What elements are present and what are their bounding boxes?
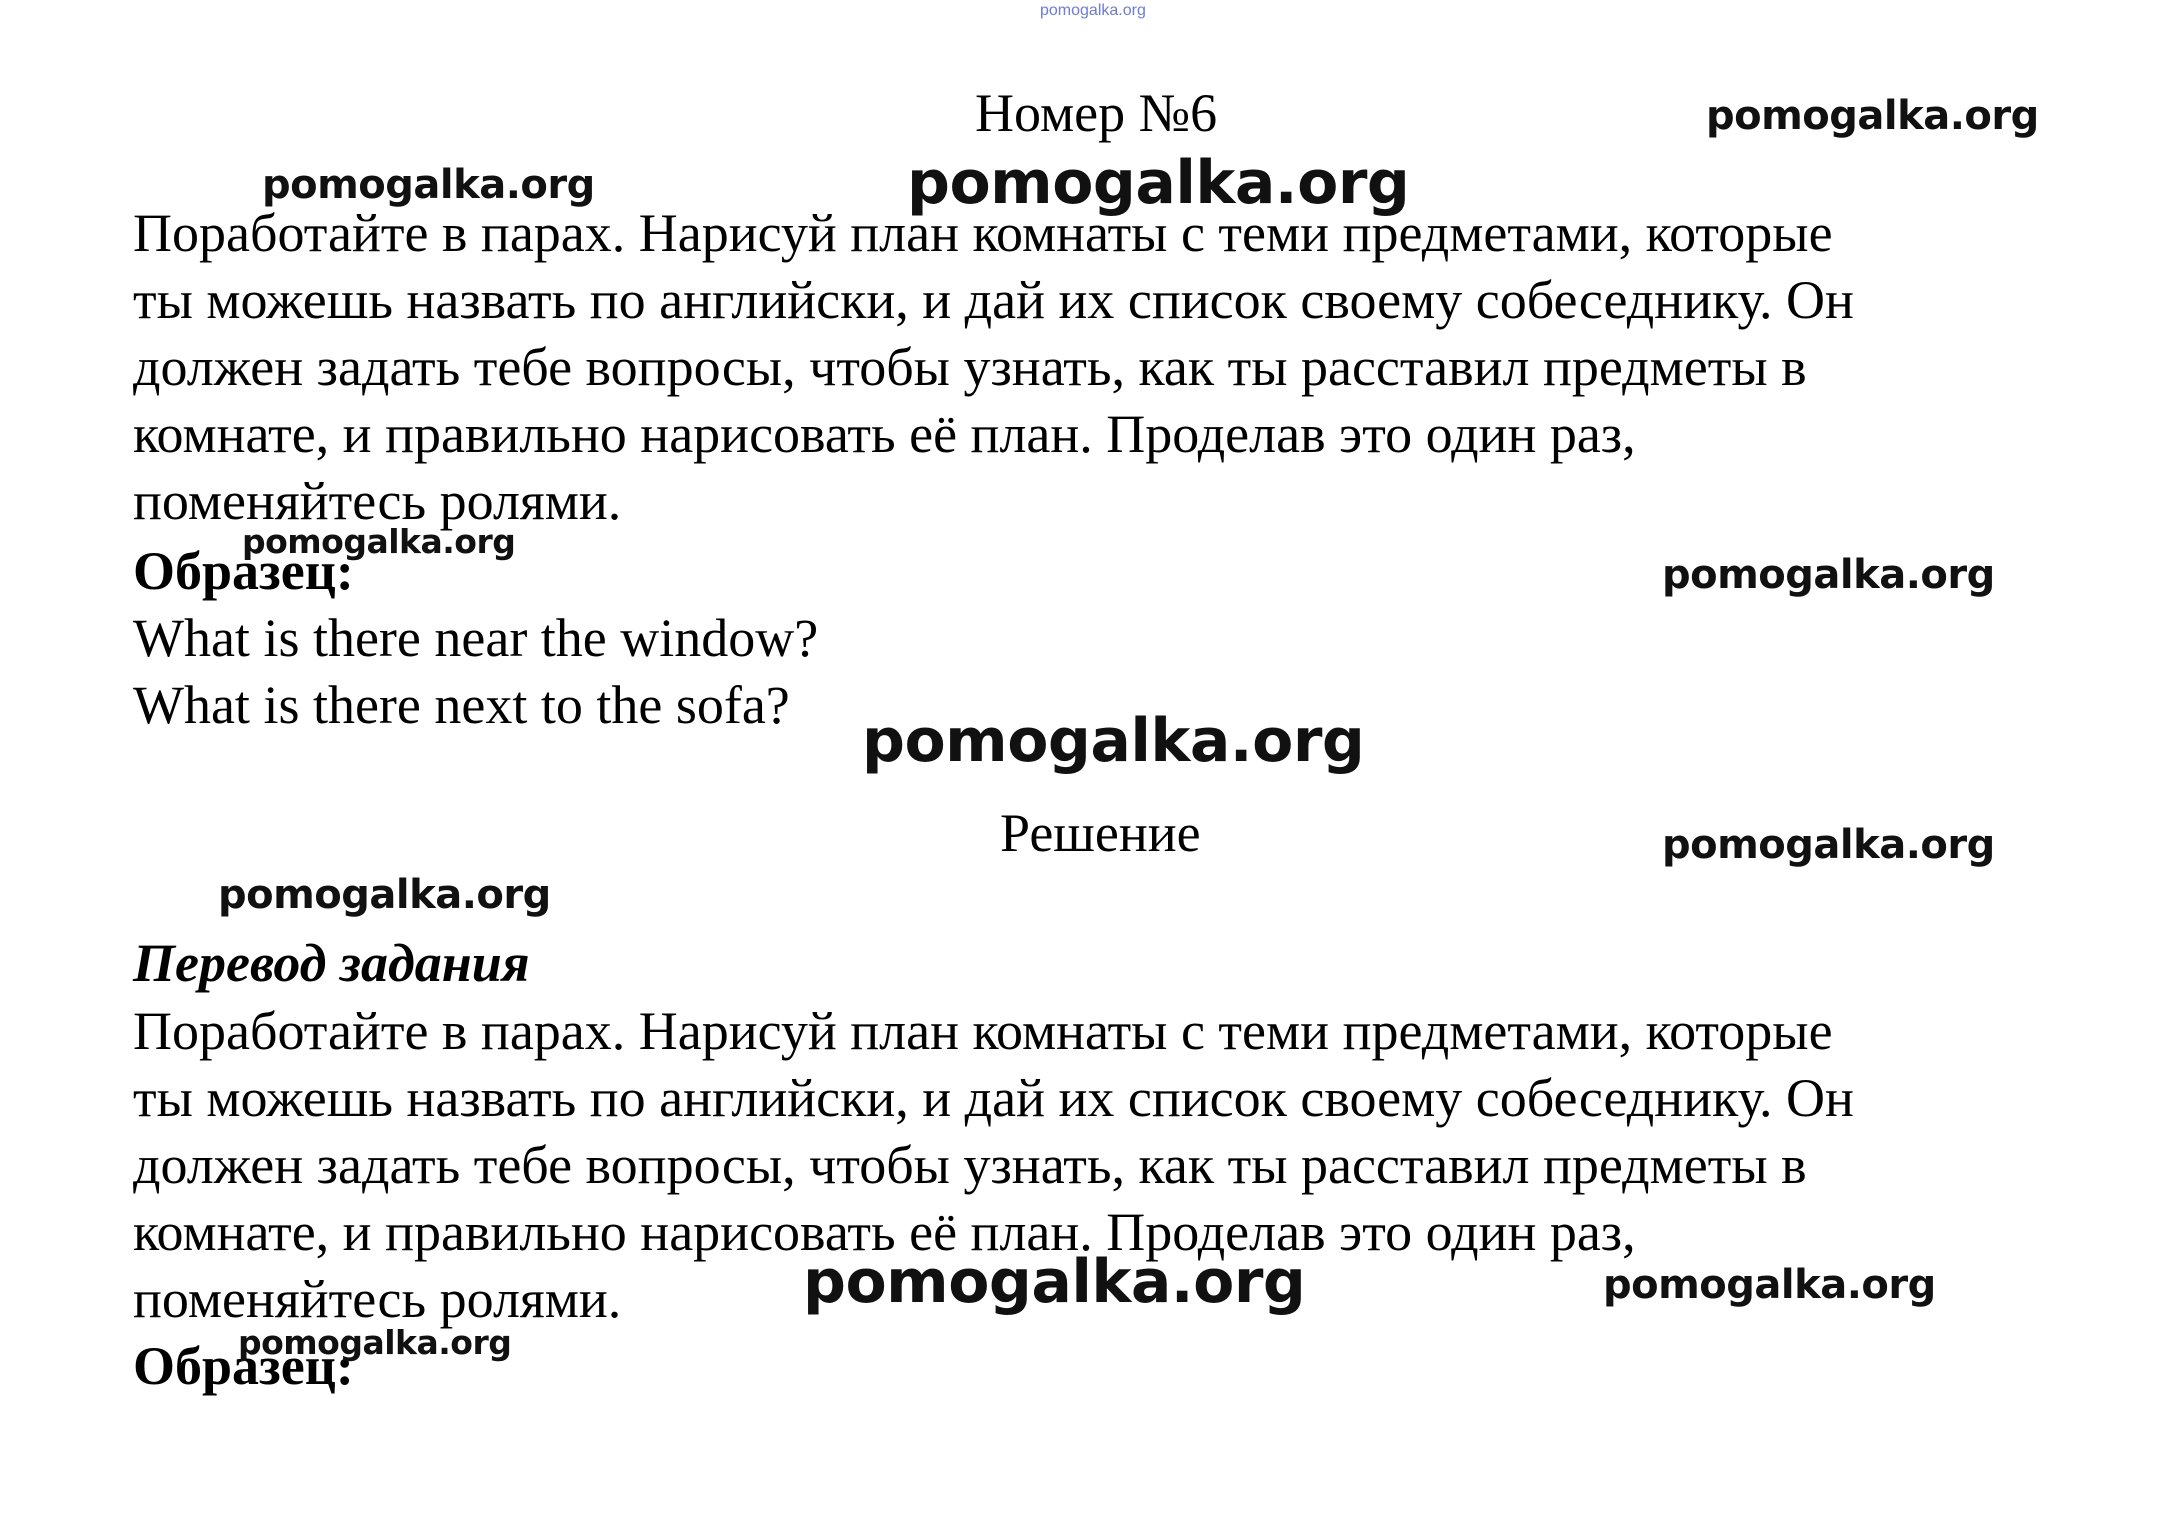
- watermark: pomogalka.org: [218, 872, 551, 918]
- solution-sample-label: Образец:: [133, 1336, 354, 1396]
- task-line: ты можешь назвать по английски, и дай их список своему собеседнику. Он: [133, 270, 1854, 330]
- watermark: pomogalka.org: [862, 706, 1365, 776]
- sample-label: Образец:: [133, 541, 354, 601]
- sample-question: What is there near the window?: [133, 608, 819, 668]
- watermark: pomogalka.org: [1662, 552, 1995, 598]
- watermark: pomogalka.org: [1662, 822, 1995, 868]
- solution-line: поменяйтесь ролями.: [133, 1269, 622, 1329]
- solution-line: Поработайте в парах. Нарисуй план комнаты с теми предметами, которые: [133, 1001, 1833, 1061]
- solution-line: должен задать тебе вопросы, чтобы узнать, как ты расставил предметы в: [133, 1135, 1807, 1195]
- task-line: Поработайте в парах. Нарисуй план комнаты с теми предметами, которые: [133, 203, 1833, 263]
- solution-line: ты можешь назвать по английски, и дай их список своему собеседнику. Он: [133, 1068, 1854, 1128]
- watermark: pomogalka.org: [1603, 1262, 1936, 1308]
- top-watermark: pomogalka.org: [1040, 2, 1146, 19]
- task-line: поменяйтесь ролями.: [133, 471, 622, 531]
- page-title: Номер №6: [975, 83, 1218, 143]
- watermark: pomogalka.org: [262, 162, 595, 208]
- watermark: pomogalka.org: [238, 1323, 512, 1362]
- solution-title: Решение: [1000, 803, 1201, 863]
- watermark: pomogalka.org: [1706, 93, 2039, 139]
- task-line: должен задать тебе вопросы, чтобы узнать, как ты расставил предметы в: [133, 337, 1807, 397]
- watermark: pomogalka.org: [803, 1247, 1306, 1317]
- watermark: pomogalka.org: [242, 522, 516, 561]
- task-line: комнате, и правильно нарисовать её план. Проделав это один раз,: [133, 404, 1636, 464]
- solution-line: комнате, и правильно нарисовать её план. Проделав это один раз,: [133, 1202, 1636, 1262]
- task-paragraph: [133, 200, 2093, 535]
- translation-label: Перевод задания: [133, 933, 530, 993]
- sample-question: What is there next to the sofa?: [133, 675, 790, 735]
- watermark: pomogalka.org: [907, 148, 1410, 218]
